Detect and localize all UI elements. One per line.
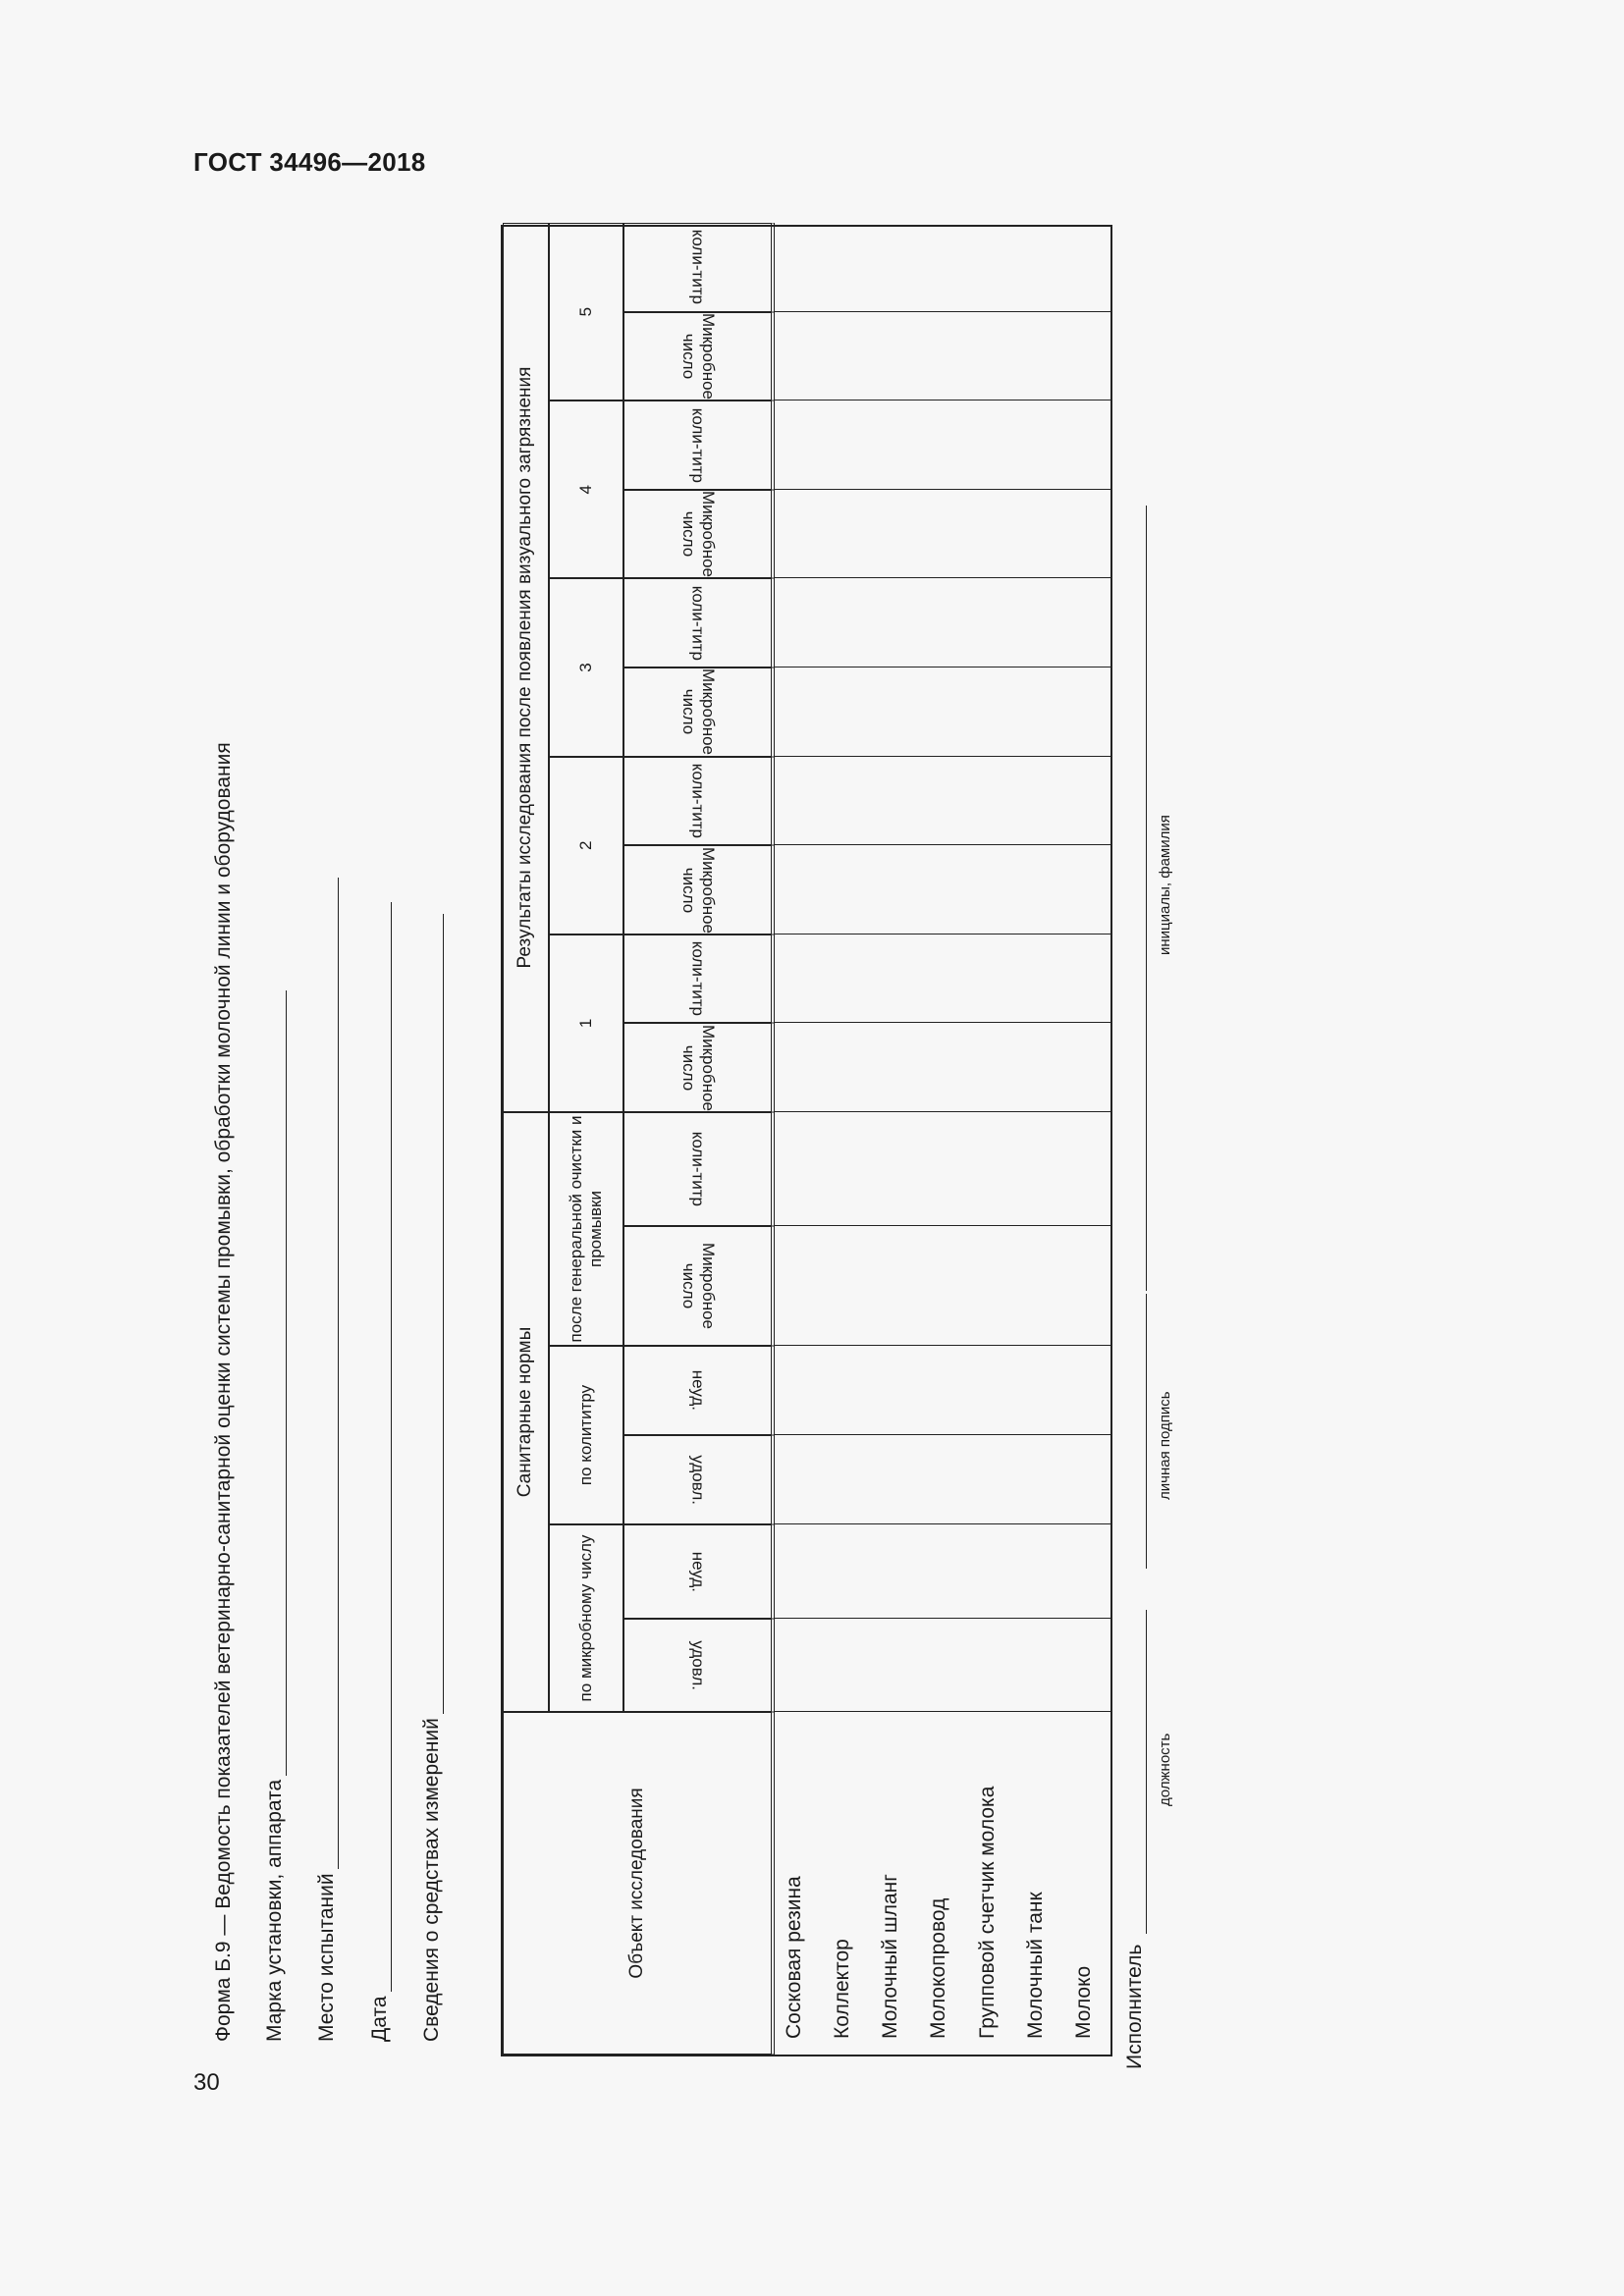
field-brand-label: Марка установки, аппарата [263,1779,286,2042]
row-data-area [1016,223,1064,1712]
subheader-text: удовл. [688,1640,708,1690]
field-place-line [317,878,339,1869]
subheader-microbial-number [623,1023,775,1112]
subheader-text: Микробное число [678,491,718,578]
column-divider [775,1434,1110,1435]
page-number: 30 [193,2069,220,2096]
subheader-coli-titer [623,1112,775,1226]
column-divider [775,1711,1110,1712]
document-header: ГОСТ 34496—2018 [193,147,426,177]
field-place [315,878,339,2042]
column-divider [775,756,1110,757]
row-label: Молочный шланг [879,1874,902,2039]
column-divider [775,844,1110,845]
field-brand-line [265,990,287,1776]
subheader-unsatisfactory [623,1524,775,1619]
executor-label: Исполнитель [1123,1944,1146,2069]
subheader-unsatisfactory [623,1346,775,1435]
row-data-area [775,223,823,1712]
results-header: Результаты исследования после появления визуального загрязнения [503,223,549,1112]
column-divider [775,1345,1110,1346]
subheader-microbial-number [623,490,775,579]
subheader-text: удовл. [688,1455,708,1505]
stage-number: 3 [549,578,623,756]
field-brand [263,990,287,2042]
field-instruments [420,914,444,2042]
column-divider [775,489,1110,490]
subheader-coli-titer [623,400,775,490]
column-divider [775,311,1110,312]
field-date [368,902,392,2042]
subheader-text: Микробное число [678,668,718,756]
row-label: Молочный танк [1023,1892,1047,2039]
after-general-header: после генеральной очистки и промывки [549,1112,623,1346]
subheader-text: неуд. [688,1551,708,1592]
sanitary-norms-header: Санитарные нормы [503,1112,549,1712]
subheader-coli-titer [623,934,775,1024]
initials-line [1123,506,1147,1291]
column-divider [775,1111,1110,1112]
object-header: Объект исследования [503,1712,775,2055]
subheader-text: коли-титр [688,763,708,839]
field-date-line [370,902,392,1992]
subheader-text: коли-титр [688,1131,708,1207]
subheader-microbial-number [623,1226,775,1346]
subheader-microbial-number [623,312,775,401]
subheader-microbial-number [623,845,775,934]
position-line [1123,1610,1147,1934]
subheader-text: Микробное число [678,312,718,400]
row-data-area [871,223,919,1712]
subheader-coli-titer [623,578,775,667]
row-label: Молоко [1071,1965,1095,2039]
stage-number: 1 [549,934,623,1112]
field-place-label: Место испытаний [315,1873,338,2042]
by-microbial-header: по микробному числу [549,1524,623,1712]
subheader-text: коли-титр [688,940,708,1017]
row-data-area [823,223,871,1712]
subheader-text: неуд. [688,1369,708,1412]
stage-number: 2 [549,757,623,934]
subheader-satisfactory [623,1435,775,1524]
subheader-coli-titer [623,223,775,312]
stage-number: 5 [549,223,623,400]
row-data-area [968,223,1016,1712]
subheader-text: Микробное число [678,1242,718,1330]
results-table [501,225,1112,2056]
row-label: Молокопровод [927,1897,950,2039]
subheader-text: коли-титр [688,230,708,305]
row-label: Сосковая резина [783,1876,805,2039]
position-caption: должность [1157,1733,1173,1806]
signature-caption: личная подпись [1157,1391,1173,1500]
subheader-text: коли-титр [688,585,708,661]
field-date-label: Дата [368,1996,391,2042]
signature-line [1123,1294,1147,1569]
column-divider [775,1618,1110,1619]
field-instruments-line [422,914,444,1714]
subheader-text: Микробное число [678,846,718,934]
initials-caption: инициалы, фамилия [1157,815,1173,955]
subheader-satisfactory [623,1619,775,1712]
column-divider [775,1523,1110,1524]
subheader-text: Микробное число [678,1024,718,1111]
row-data-area [1064,223,1112,1712]
stage-number: 4 [549,400,623,578]
subheader-coli-titer [623,757,775,846]
by-coli-header: по колититру [549,1346,623,1524]
column-divider [775,1022,1110,1023]
field-instruments-label: Сведения о средствах измерений [420,1718,443,2042]
subheader-text: коли-титр [688,407,708,483]
column-divider [775,1225,1110,1226]
column-divider [775,577,1110,578]
row-data-area [919,223,967,1712]
row-label: Коллектор [831,1939,854,2039]
form-title: Форма Б.9 — Ведомость показателей ветеринарно-санитарной оценки системы промывки, обработки молочной линии и оборудования [212,742,235,2042]
row-label: Групповой счетчик молока [975,1786,999,2039]
form-landscape [185,226,1245,2071]
subheader-microbial-number [623,667,775,757]
